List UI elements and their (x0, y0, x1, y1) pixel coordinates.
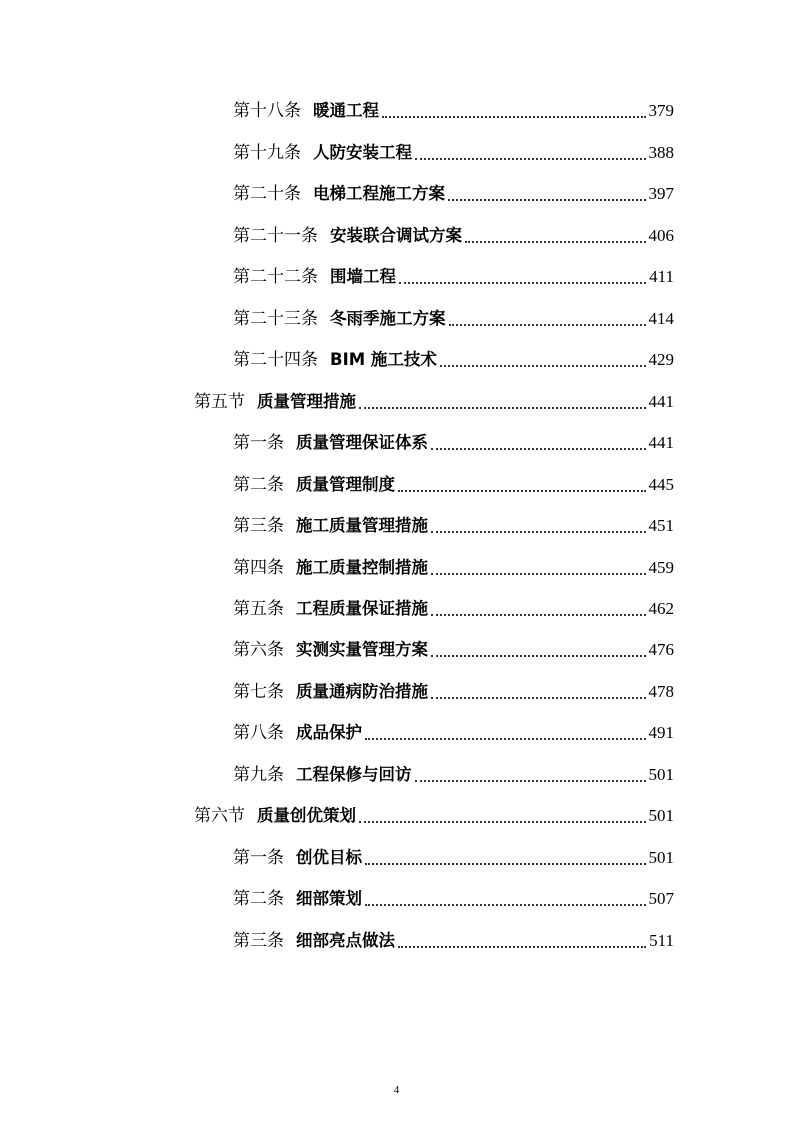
toc-entry-page: 388 (648, 143, 674, 162)
toc-entry[interactable] (233, 466, 674, 496)
toc-entry-page: 429 (648, 350, 674, 369)
toc-entry[interactable] (233, 92, 674, 122)
toc-dot-leader (431, 681, 646, 703)
toc-entry-page: 411 (649, 267, 674, 286)
toc-dot-leader (440, 349, 646, 371)
toc-entry-title: 施工质量控制措施 (296, 558, 428, 577)
toc-dot-leader (415, 142, 646, 164)
toc-entry-page: 379 (648, 101, 674, 120)
toc-entry-number: 第六节 (194, 806, 245, 826)
toc-entry-title: 围墙工程 (330, 267, 396, 286)
toc-entry[interactable] (233, 922, 674, 952)
toc-entry-title: 质量创优策划 (257, 806, 356, 825)
toc-entry-page: 491 (648, 723, 674, 742)
toc-entry[interactable] (233, 839, 674, 869)
toc-dot-leader (359, 391, 646, 413)
toc-dot-leader (448, 183, 646, 205)
toc-entry-page: 462 (648, 599, 674, 618)
toc-entry-page: 501 (648, 765, 674, 784)
toc-dot-leader (365, 722, 646, 744)
toc-entry-title: 质量管理保证体系 (296, 433, 428, 452)
toc-dot-leader (398, 474, 646, 496)
toc-dot-leader (415, 764, 646, 786)
toc-dot-leader (382, 100, 646, 122)
toc-entry-number: 第一条 (233, 848, 284, 868)
toc-entry-title: 工程质量保证措施 (296, 599, 428, 618)
toc-section-entry[interactable] (194, 797, 674, 827)
toc-entry-title: 创优目标 (296, 848, 362, 867)
toc-dot-leader (431, 557, 646, 579)
toc-entry-page: 441 (648, 433, 674, 452)
toc-entry-number: 第二十条 (233, 184, 301, 204)
toc-section-entry[interactable] (194, 383, 674, 413)
toc-entry-number: 第十九条 (233, 143, 301, 163)
toc-entry-title: 实测实量管理方案 (296, 640, 428, 659)
toc-entry-title: 成品保护 (296, 723, 362, 742)
toc-entry-number: 第五条 (233, 599, 284, 619)
toc-entry-number: 第二十二条 (233, 267, 318, 287)
toc-entry-number: 第十八条 (233, 101, 301, 121)
toc-entry-title: 工程保修与回访 (296, 765, 412, 784)
toc-entry-number: 第七条 (233, 682, 284, 702)
toc-dot-leader (431, 598, 646, 620)
toc-entry-page: 476 (648, 640, 674, 659)
toc-entry-number: 第一条 (233, 433, 284, 453)
toc-entry[interactable] (233, 424, 674, 454)
toc-entry-number: 第三条 (233, 931, 284, 951)
toc-entry-number: 第八条 (233, 723, 284, 743)
toc-entry-title: 细部亮点做法 (296, 931, 395, 950)
toc-dot-leader (359, 805, 646, 827)
toc-entry[interactable] (233, 549, 674, 579)
toc-entry-number: 第二十四条 (233, 350, 318, 370)
toc-entry[interactable] (233, 258, 674, 288)
toc-entry[interactable] (233, 590, 674, 620)
toc-entry-title: 冬雨季施工方案 (330, 309, 446, 328)
toc-entry-title: 人防安装工程 (313, 143, 412, 162)
toc-dot-leader (431, 515, 646, 537)
toc-entry[interactable] (233, 300, 674, 330)
toc-entry[interactable] (233, 756, 674, 786)
toc-dot-leader (398, 930, 646, 952)
toc-entry-page: 451 (648, 516, 674, 535)
toc-entry-page: 501 (648, 848, 674, 867)
toc-entry-page: 441 (648, 392, 674, 411)
toc-entry-number: 第二条 (233, 889, 284, 909)
toc-dot-leader (365, 847, 646, 869)
toc-entry[interactable] (233, 673, 674, 703)
toc-entry-title: 质量通病防治措施 (296, 682, 428, 701)
toc-entry-page: 478 (648, 682, 674, 701)
toc-entry-page: 459 (648, 558, 674, 577)
toc-entry[interactable] (233, 175, 674, 205)
toc-entry-title: BIM 施工技术 (330, 350, 437, 369)
toc-entry[interactable] (233, 134, 674, 164)
toc-dot-leader (449, 308, 646, 330)
toc-entry[interactable] (233, 880, 674, 910)
toc-entry-page: 445 (648, 475, 674, 494)
toc-entry-number: 第二十一条 (233, 226, 318, 246)
toc-entry-title: 电梯工程施工方案 (313, 184, 445, 203)
toc-entry-page: 397 (648, 184, 674, 203)
toc-entry-page: 501 (648, 806, 674, 825)
toc-entry-page: 406 (648, 226, 674, 245)
toc-entry[interactable] (233, 217, 674, 247)
toc-entry-title: 细部策划 (296, 889, 362, 908)
toc-entry-number: 第二条 (233, 475, 284, 495)
toc-dot-leader (431, 432, 646, 454)
toc-entry-number: 第二十三条 (233, 309, 318, 329)
toc-entry-number: 第五节 (194, 392, 245, 412)
toc-entry-title: 安装联合调试方案 (330, 226, 462, 245)
toc-entry[interactable] (233, 507, 674, 537)
toc-entry[interactable] (233, 341, 674, 371)
toc-dot-leader (365, 888, 646, 910)
toc-dot-leader (431, 639, 646, 661)
toc-entry-title: 暖通工程 (313, 101, 379, 120)
toc-dot-leader (399, 266, 646, 288)
page-number: 4 (393, 1084, 400, 1096)
toc-entry-number: 第四条 (233, 558, 284, 578)
toc-entry[interactable] (233, 631, 674, 661)
toc-entry-page: 414 (648, 309, 674, 328)
toc-entry-title: 施工质量管理措施 (296, 516, 428, 535)
toc-entry-number: 第九条 (233, 765, 284, 785)
toc-entry-number: 第六条 (233, 640, 284, 660)
toc-entry-page: 511 (649, 931, 674, 950)
toc-entry-title: 质量管理措施 (257, 392, 356, 411)
toc-dot-leader (465, 225, 646, 247)
toc-entry-page: 507 (648, 889, 674, 908)
toc-entry-number: 第三条 (233, 516, 284, 536)
toc-entry[interactable] (233, 714, 674, 744)
toc-entry-title: 质量管理制度 (296, 475, 395, 494)
